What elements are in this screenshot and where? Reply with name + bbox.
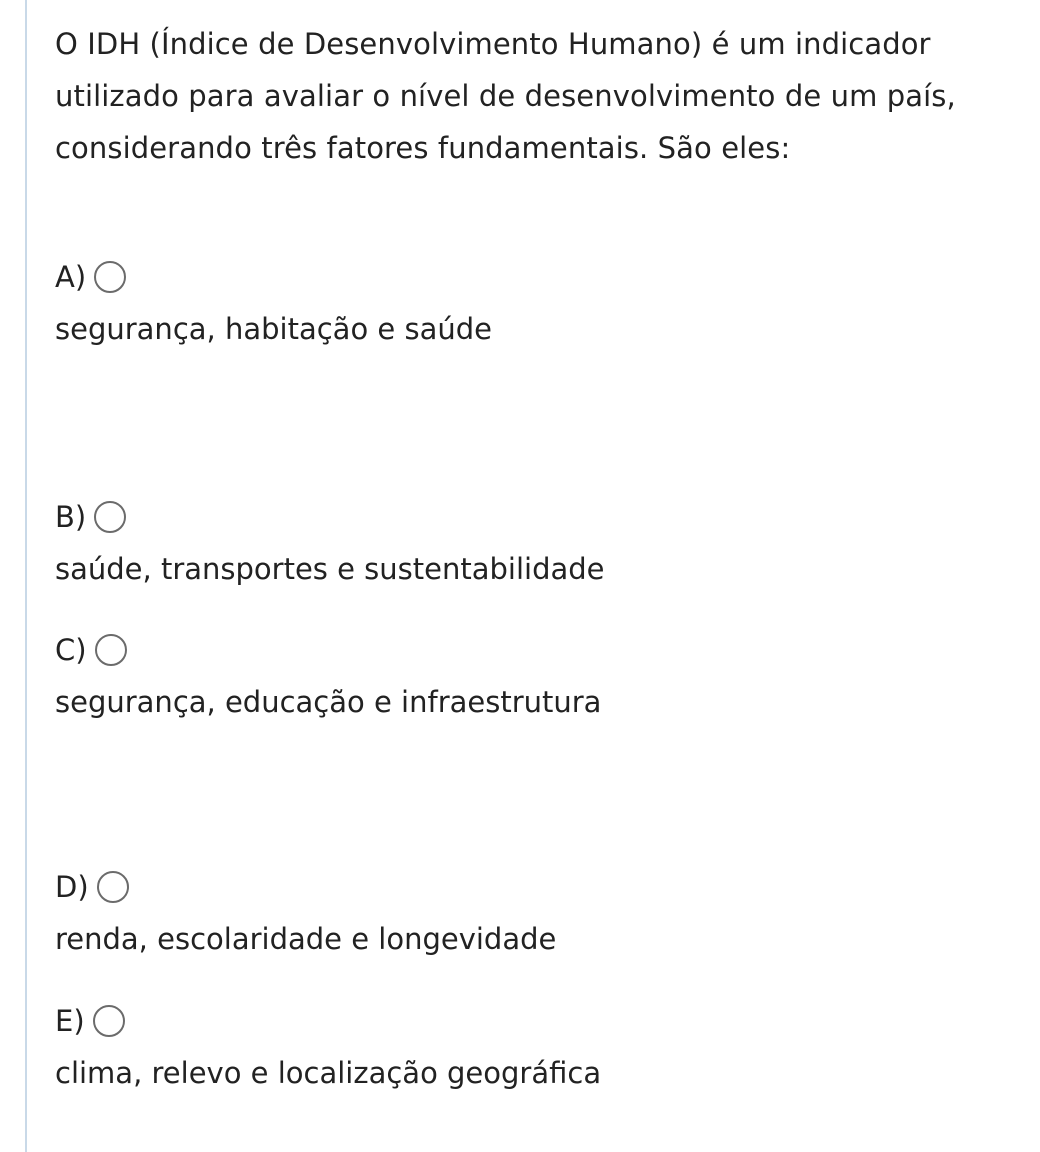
option-b-text[interactable]: saúde, transportes e sustentabilidade (55, 552, 605, 586)
option-d-letter: D) (55, 870, 89, 904)
question-text: O IDH (Índice de Desenvolvimento Humano) é um indicador utilizado para avaliar o nível de desenvolvimento de um país, considerando três fatores fundamentais. São eles: (55, 27, 956, 165)
option-a-text[interactable]: segurança, habitação e saúde (55, 312, 492, 346)
option-a-radio[interactable] (94, 261, 126, 293)
option-a[interactable] (55, 257, 1015, 349)
option-d-radio[interactable] (97, 871, 129, 903)
option-c[interactable] (55, 630, 1015, 722)
option-c-letter: C) (55, 633, 87, 667)
option-e-radio[interactable] (93, 1005, 125, 1037)
option-e-header (55, 1001, 1015, 1041)
option-d-header (55, 867, 1015, 907)
option-b[interactable] (55, 497, 1015, 589)
option-d[interactable] (55, 867, 1015, 959)
option-c-text[interactable]: segurança, educação e infraestrutura (55, 685, 602, 719)
option-e-text[interactable]: clima, relevo e localização geográfica (55, 1056, 602, 1090)
option-b-letter: B) (55, 500, 87, 534)
option-b-radio[interactable] (94, 501, 126, 533)
option-c-radio[interactable] (95, 634, 127, 666)
option-a-letter: A) (55, 260, 87, 294)
option-e-letter: E) (55, 1004, 85, 1038)
option-e[interactable] (55, 1001, 1015, 1093)
option-a-header (55, 257, 1015, 297)
left-border-rule (25, 0, 27, 1152)
option-b-header (55, 497, 1015, 537)
option-c-header (55, 630, 1015, 670)
option-d-text[interactable]: renda, escolaridade e longevidade (55, 922, 557, 956)
